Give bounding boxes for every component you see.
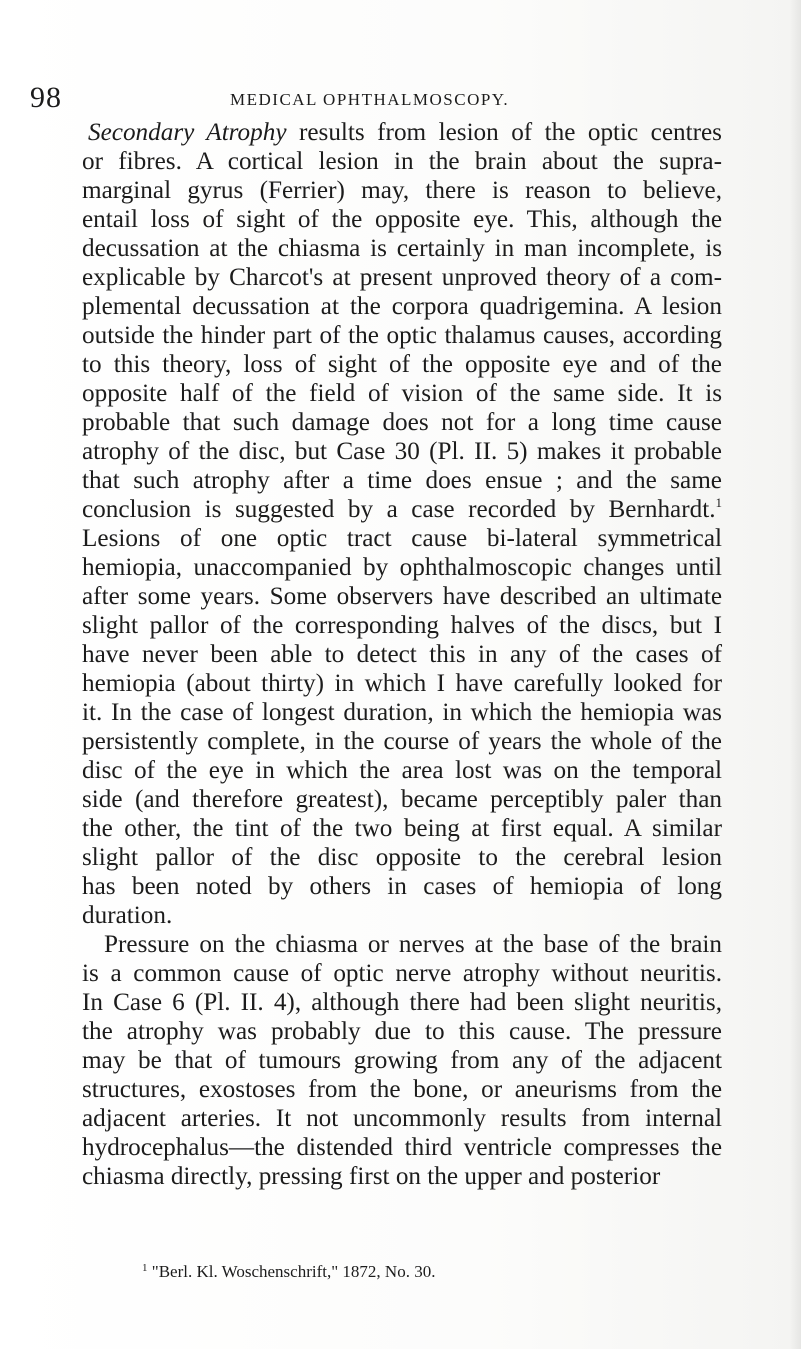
text-line	[82, 292, 722, 321]
line-text: outside the hinder part of the optic thalamus causes, according	[82, 322, 722, 349]
text-line	[82, 437, 722, 466]
body-text	[82, 118, 722, 1191]
text-line	[82, 350, 722, 379]
page-header	[30, 78, 730, 118]
text-line	[82, 263, 722, 292]
line-text: plemental decussation at the corpora quadrigemina. A lesion	[82, 293, 722, 320]
text-line	[82, 930, 722, 959]
line-text: atrophy of the disc, but Case 30 (Pl. II. 5) makes it probable	[82, 438, 722, 465]
text-line	[82, 756, 722, 785]
line-text: hemiopia (about thirty) in which I have carefully looked for	[82, 670, 722, 697]
line-text: the atrophy was probably due to this cause. The pressure	[82, 1018, 722, 1045]
line-text: probable that such damage does not for a long time cause	[82, 409, 722, 436]
text-line	[82, 1046, 722, 1075]
line-text: slight pallor of the corresponding halves of the discs, but I	[82, 612, 722, 639]
line-text: or fibres. A cortical lesion in the brain about the supra-	[82, 148, 722, 175]
text-line	[82, 553, 722, 582]
text-line	[82, 321, 722, 350]
text-line	[82, 785, 722, 814]
text-line	[82, 1104, 722, 1133]
text-line	[82, 495, 722, 524]
text-line	[82, 959, 722, 988]
line-text: structures, exostoses from the bone, or aneurisms from the	[82, 1076, 722, 1103]
page-edge-shadow	[789, 0, 801, 1349]
text-line	[82, 408, 722, 437]
text-line	[82, 466, 722, 495]
line-text: side (and therefore greatest), became perceptibly paler than	[82, 786, 722, 813]
text-line	[82, 205, 722, 234]
text-line	[82, 524, 722, 553]
line-text: disc of the eye in which the area lost was on the temporal	[82, 757, 722, 784]
line-text: explicable by Charcot's at present unproved theory of a com-	[82, 264, 722, 291]
text-line	[82, 611, 722, 640]
line-text: has been noted by others in cases of hemiopia of long	[82, 873, 722, 900]
text-line	[82, 1017, 722, 1046]
text-line	[82, 872, 722, 901]
text-line	[82, 1162, 722, 1191]
text-line	[82, 1133, 722, 1162]
line-text: duration.	[82, 902, 173, 929]
line-text: results from lesion of the optic centres	[286, 119, 722, 146]
footnote-marker: 1	[142, 1262, 148, 1274]
line-text: to this theory, loss of sight of the opposite eye and of the	[82, 351, 722, 378]
line-text: it. In the case of longest duration, in which the hemiopia was	[82, 699, 722, 726]
running-head: MEDICAL OPHTHALMOSCOPY.	[230, 90, 510, 109]
page-number: 98	[30, 81, 62, 114]
text-line	[82, 698, 722, 727]
footnote-reference: 1	[715, 495, 722, 510]
line-text: Lesions of one optic tract cause bi-lateral symmetrical	[82, 525, 722, 552]
footnote	[142, 1262, 435, 1282]
text-line	[82, 379, 722, 408]
line-text: In Case 6 (Pl. II. 4), although there had been slight neuritis,	[82, 989, 722, 1016]
line-text: Pressure on the chiasma or nerves at the base of the brain	[104, 931, 722, 958]
line-text: is a common cause of optic nerve atrophy without neuritis.	[82, 960, 722, 987]
text-line	[82, 118, 722, 147]
text-line	[82, 901, 722, 930]
line-text: hydrocephalus—the distended third ventricle compresses the	[82, 1134, 722, 1161]
line-text: opposite half of the field of vision of the same side. It is	[82, 380, 722, 407]
text-line	[82, 147, 722, 176]
text-line	[82, 843, 722, 872]
text-line	[82, 669, 722, 698]
line-text: the other, the tint of the two being at first equal. A similar	[82, 815, 722, 842]
line-text: slight pallor of the disc opposite to the cerebral lesion	[82, 844, 722, 871]
text-line	[82, 176, 722, 205]
line-text: hemiopia, unaccompanied by ophthalmoscopic changes until	[82, 554, 722, 581]
line-text: that such atrophy after a time does ensue ; and the same	[82, 467, 722, 494]
text-line	[82, 988, 722, 1017]
line-text: adjacent arteries. It not uncommonly results from internal	[82, 1105, 722, 1132]
text-line	[82, 814, 722, 843]
text-line	[82, 640, 722, 669]
line-text: marginal gyrus (Ferrier) may, there is reason to believe,	[82, 177, 722, 204]
footnote-text: "Berl. Kl. Woschenschrift," 1872, No. 30.	[147, 1262, 436, 1281]
line-text: persistently complete, in the course of years the whole of the	[82, 728, 722, 755]
line-text: after some years. Some observers have described an ultimate	[82, 583, 722, 610]
italic-heading: Secondary Atrophy	[88, 119, 287, 146]
line-text: may be that of tumours growing from any of the adjacent	[82, 1047, 722, 1074]
text-line	[82, 1075, 722, 1104]
line-text: have never been able to detect this in any of the cases of	[82, 641, 722, 668]
line-text: chiasma directly, pressing first on the upper and posterior	[82, 1163, 661, 1190]
line-text: entail loss of sight of the opposite eye. This, although the	[82, 206, 722, 233]
text-line	[82, 727, 722, 756]
text-line	[82, 582, 722, 611]
text-line	[82, 234, 722, 263]
line-text: conclusion is suggested by a case recorded by Bernhardt.	[82, 496, 716, 523]
line-text: decussation at the chiasma is certainly in man incomplete, is	[82, 235, 722, 262]
